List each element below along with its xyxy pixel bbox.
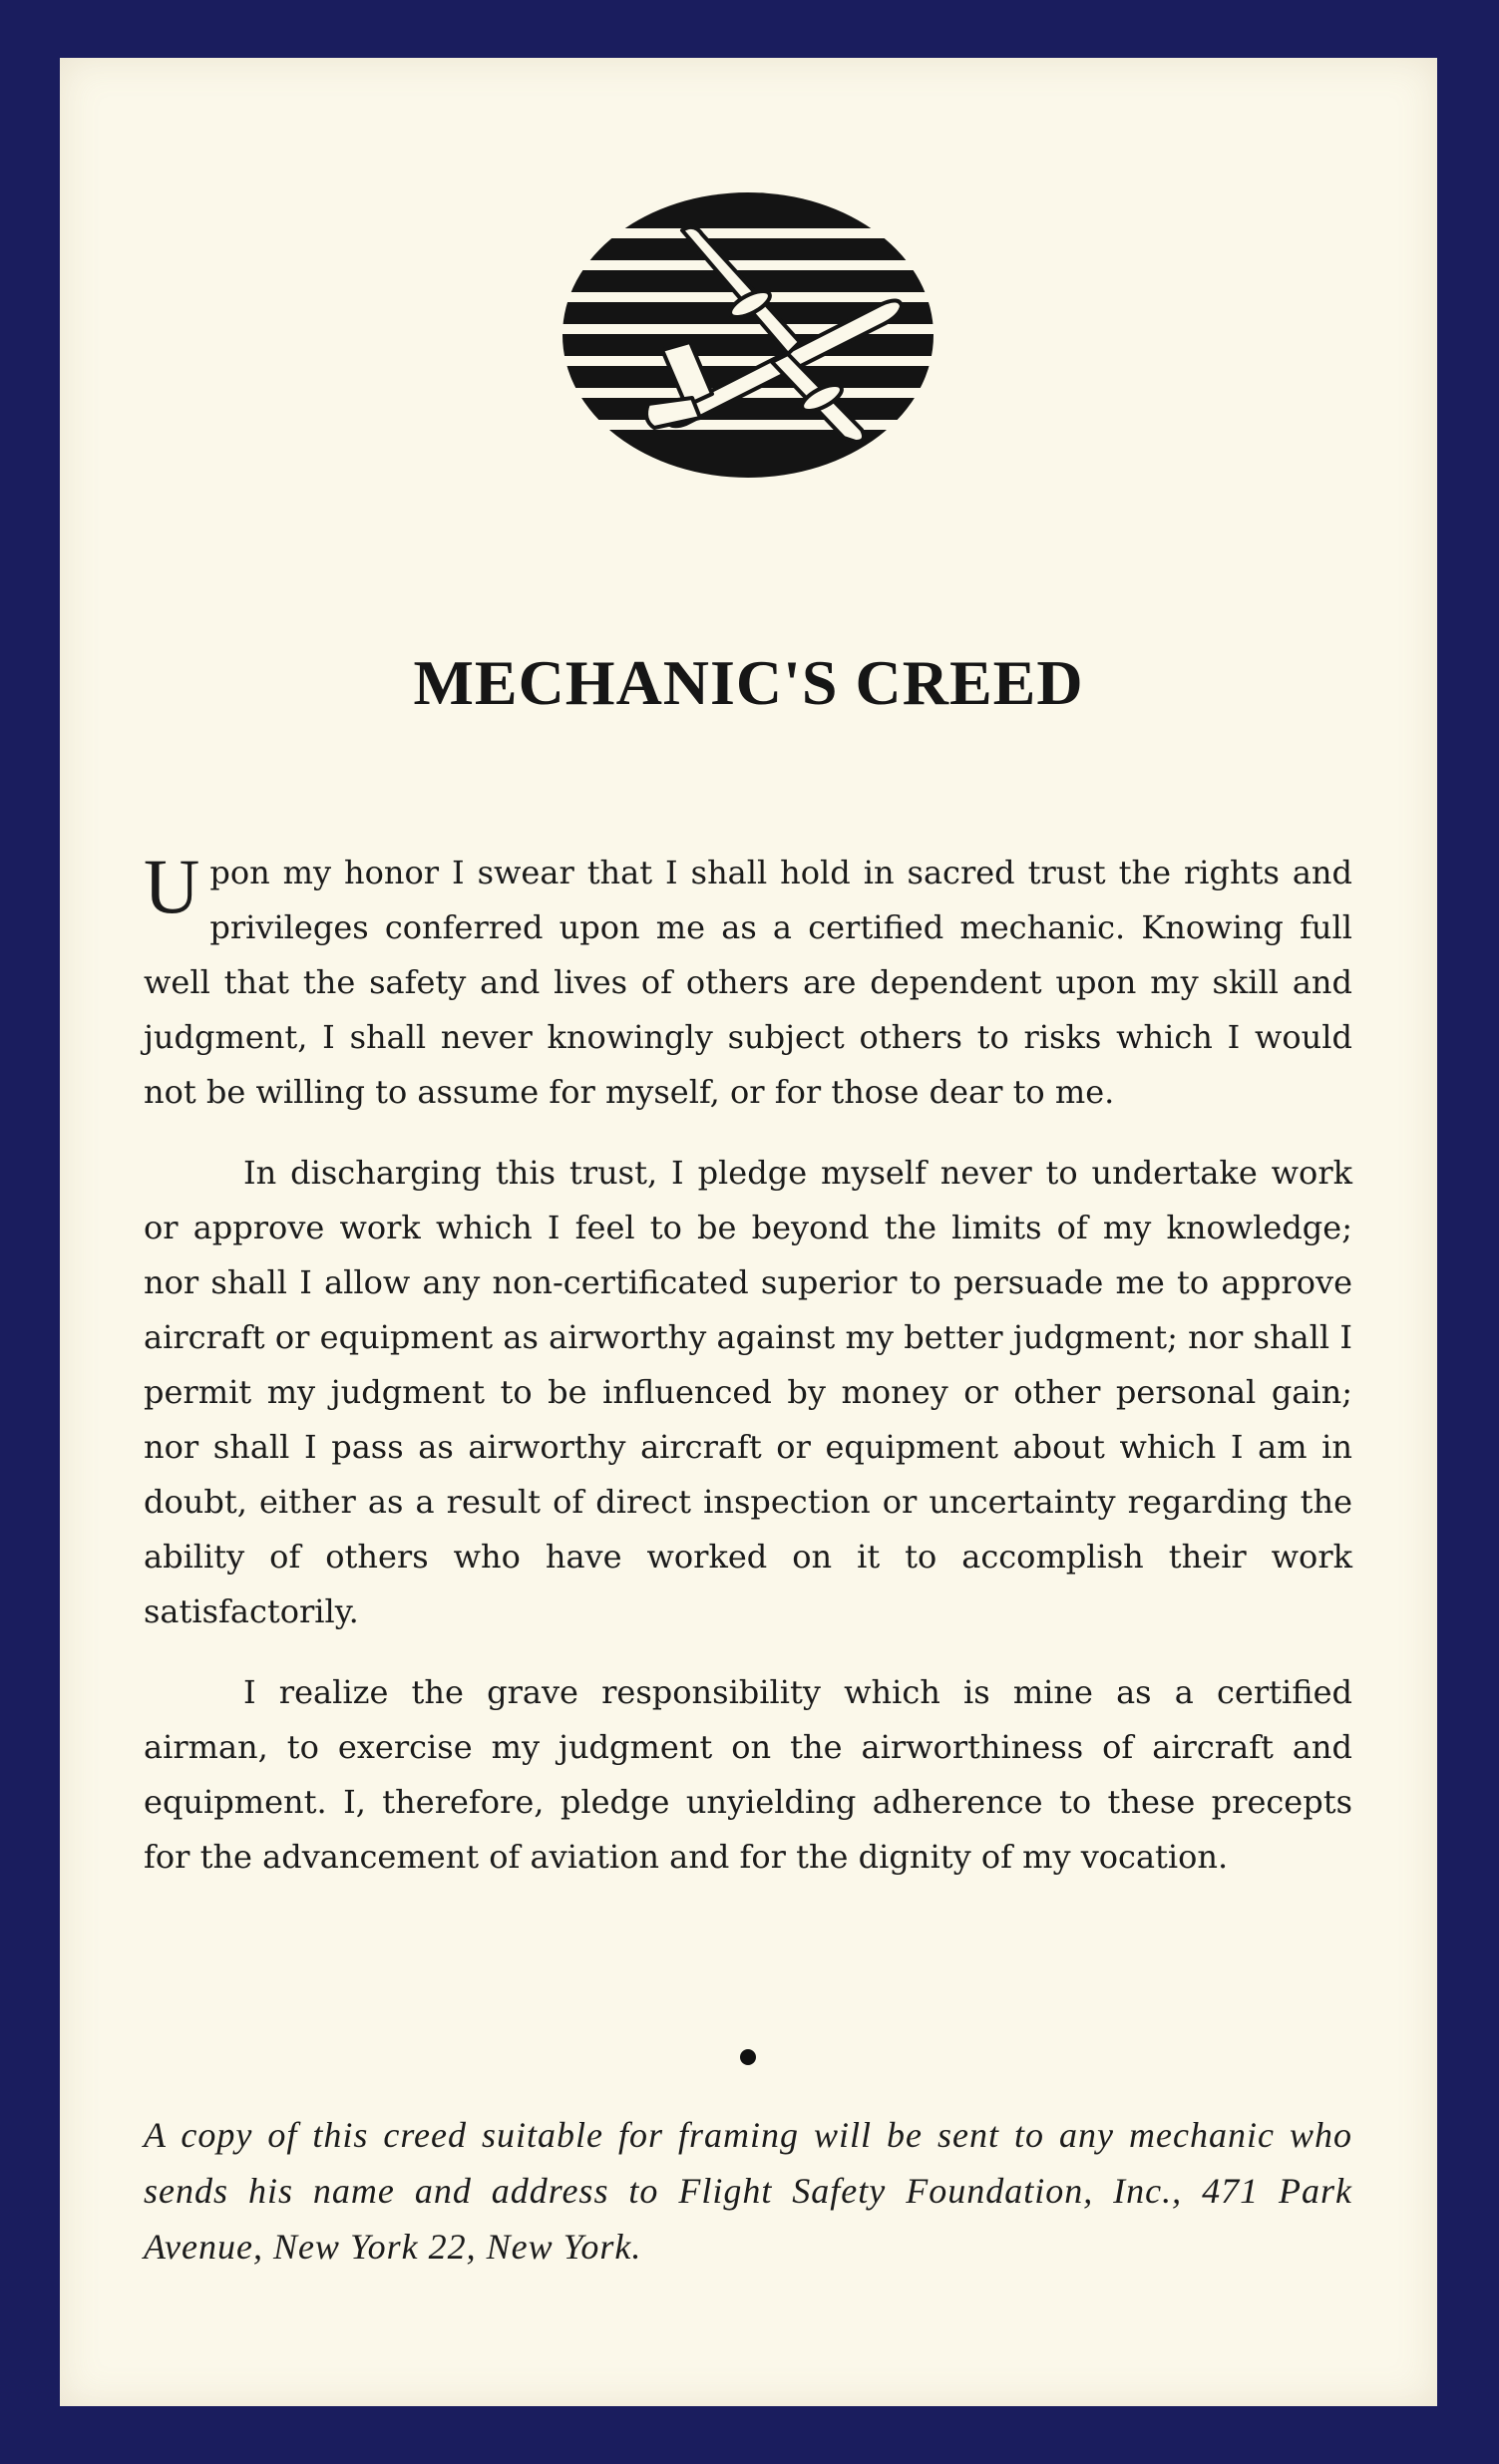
bullet-divider [740, 2049, 756, 2065]
page-title: MECHANIC'S CREED [413, 647, 1084, 718]
drop-cap: U [144, 843, 200, 929]
creed-page [60, 58, 1437, 2406]
paragraph-1 [144, 843, 1352, 1120]
footer-note: A copy of this creed suitable for framing will be sent to any mechanic who sends his name and address to Flight Safety Foundation, Inc., 471 Park Avenue, New York 22, New York. [144, 2115, 1352, 2267]
paragraph-1-text: pon my honor I swear that I shall hold in sacred trust the rights and privileges conferred upon me as a certified mechanic. Knowing full well that the safety and lives of others are dependent upon my skill and judgment, I shall never knowingly subject others to risks which I would not be willing to assume for myself, or for those dear to me. [144, 854, 1352, 1111]
paragraph-3: I realize the grave responsibility which is mine as a certified airman, to exercise my judgment on the airworthiness of aircraft and equipment. I, therefore, pledge unyielding adherence to these precepts for the advancement of aviation and for the dignity of my vocation. [144, 1673, 1352, 1876]
airplane-emblem-icon [562, 192, 934, 478]
creed-body [144, 843, 1352, 1911]
paragraph-2: In discharging this trust, I pledge myself never to undertake work or approve work which I feel to be beyond the limits of my knowledge; nor shall I allow any non-certificated superior to persuade me to approve aircraft or equipment as airworthy against my better judgment; nor shall I permit my judgment to be influenced by money or other personal gain; nor shall I pass as airworthy aircraft or equipment about which I am in doubt, either as a result of direct inspection or uncertainty regarding the ability of others who have worked on it to accomplish their work satisfactorily. [144, 1154, 1352, 1630]
